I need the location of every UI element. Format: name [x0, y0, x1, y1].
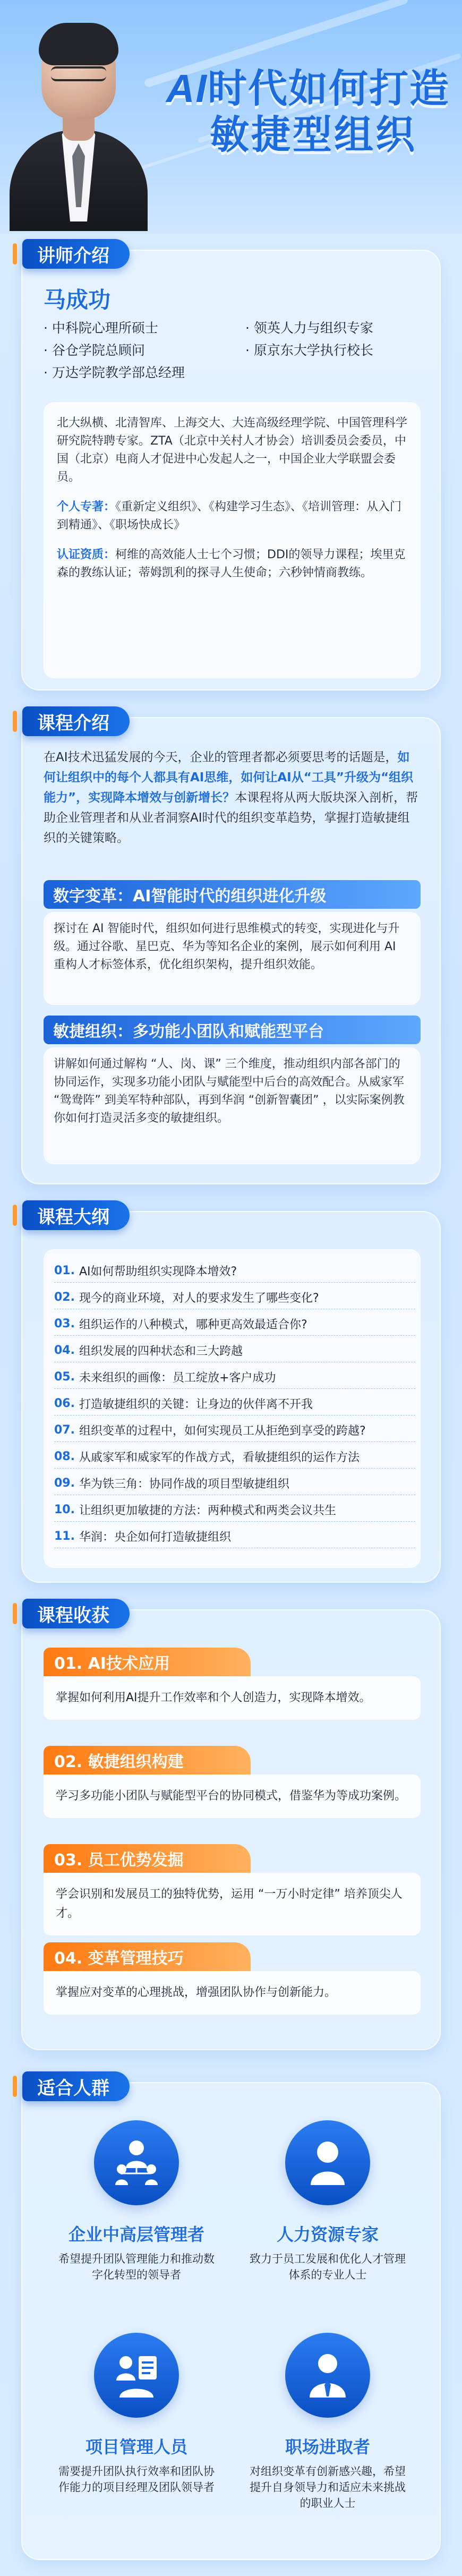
outline-item: 01. AI如何帮助组织实现降本增效?: [54, 1260, 415, 1281]
harvest-tab: 01. AI技术应用: [44, 1648, 251, 1676]
portrait-glasses: [51, 66, 106, 81]
audience-desc: 需要提升团队执行效率和团队协作能力的项目经理及团队领导者: [58, 2465, 215, 2494]
outline-item: 04. 组织发展的四种状态和三大跨越: [54, 1340, 415, 1361]
instructor-section: [21, 245, 441, 690]
harvest-section: [21, 1605, 441, 2050]
title-item: · 领英人力与组织专家: [245, 320, 373, 336]
harvest-item: [44, 1942, 421, 2015]
audience-section: [21, 2077, 441, 2560]
audience-item: [232, 2333, 423, 2511]
outline-item: 11. 华润：央企如何打造敏捷组织: [54, 1525, 415, 1547]
section-tag-instructor: 讲师介绍: [22, 239, 130, 269]
title-item: · 谷仓学院总顾问: [44, 343, 145, 358]
intro-paragraph: 在AI技术迅猛发展的今天，企业的管理者都必须要思考的话题是，如何让组织中的每个人都具有AI思维，如何让AI从“工具”升级为“组织能力”，实现降本增效与创新增长？本课程将从两大版块深入剖析，帮助企业管理者和从业者洞察AI时代的组织变革趋势，掌握打造敏捷组织的关键策略。: [44, 750, 418, 845]
outline-item: 05. 未来组织的画像：员工绽放+客户成功: [54, 1366, 415, 1387]
title-ai: AI: [166, 66, 208, 110]
instructor-name: 马成功: [44, 287, 111, 313]
audience-label: 人力资源专家: [276, 2224, 379, 2245]
audience-label: 职场进取者: [285, 2437, 370, 2457]
harvest-text: 掌握应对变革的心理挑战，增强团队协作与创新能力。: [44, 1971, 421, 2015]
intro-block1-panel: [44, 912, 421, 1005]
outline-item: 03. 组织运作的八种模式，哪种更高效最适合你?: [54, 1313, 415, 1334]
page-title-line2: 敏捷型组织: [210, 112, 417, 158]
audience-item: [232, 2120, 423, 2283]
title-item: · 万达学院教学部总经理: [44, 365, 185, 380]
people-document-icon: [94, 2333, 179, 2418]
section-tag-audience: 适合人群: [22, 2071, 130, 2101]
instructor-bio-panel: [44, 402, 421, 678]
harvest-text: 掌握如何利用AI提升工作效率和个人创造力，实现降本增效。: [44, 1676, 421, 1720]
harvest-tab: 04. 变革管理技巧: [44, 1942, 251, 1971]
hero-banner: [0, 0, 462, 234]
outline-item: 07. 组织变革的过程中，如何实现员工从拒绝到享受的跨越?: [54, 1419, 415, 1440]
audience-desc: 致力于员工发展和优化人才管理体系的专业人士: [250, 2253, 406, 2281]
audience-item: [41, 2333, 232, 2495]
harvest-tab: 03. 员工优势发掘: [44, 1844, 251, 1873]
harvest-tab: 02. 敏捷组织构建: [44, 1746, 251, 1775]
person-tie-icon: [285, 2333, 370, 2418]
outline-item: 06. 打造敏捷组织的关键：让身边的伙伴离不开我: [54, 1393, 415, 1414]
people-network-icon: [94, 2120, 179, 2205]
instructor-portrait: [10, 13, 148, 231]
instructor-bio: 北大纵横、北清智库、上海交大、大连高级经理学院、中国管理科学研究院特聘专家。ZTA（北京中关村人才协会）培训委员会委员，中国（北京）电商人才促进中心发起人之一，中国企业大学联盟会委员。: [57, 416, 408, 484]
intro-block1-text: 探讨在 AI 智能时代，组织如何进行思维模式的转变，实现进化与升级。通过谷歌、星巴克、华为等知名企业的案例，展示如何利用 AI 重构人才标签体系，优化组织架构，提升组织效能。: [54, 922, 400, 971]
outline-section: [21, 1206, 441, 1583]
outline-item: 02. 现今的商业环境，对人的要求发生了哪些变化?: [54, 1286, 415, 1308]
harvest-item: [44, 1648, 421, 1720]
intro-section: [21, 712, 441, 1184]
harvest-text: 学会识别和发展员工的独特优势，运用 “一万小时定律” 培养顶尖人才。: [44, 1873, 421, 1935]
portrait-hair: [39, 23, 118, 65]
outline-item: 10. 让组织更加敏捷的方法：两种模式和两类会议共生: [54, 1499, 415, 1520]
intro-block1-title: 数字变革：AI智能时代的组织进化升级: [44, 880, 421, 909]
section-tag-outline: 课程大纲: [22, 1200, 130, 1230]
intro-block2-text: 讲解如何通过解构 “人、岗、课” 三个维度，推动组织内部各部门的协同运作，实现多功能小团队与赋能型中后台的高效配合。从威家军 “鸳鸯阵” 到美军特种部队，再到华润 “创新智囊团” ，以实际案例教你如何打造灵活多变的敏捷组织。: [54, 1057, 405, 1125]
intro-block2-title: 敏捷组织：多功能小团队和赋能型平台: [44, 1016, 421, 1044]
audience-desc: 希望提升团队管理能力和推动数字化转型的领导者: [58, 2253, 215, 2281]
outline-item: 09. 华为铁三角：协同作战的项目型敏捷组织: [54, 1472, 415, 1494]
harvest-item: [44, 1844, 421, 1935]
audience-desc: 对组织变革有创新感兴趣，希望提升自身领导力和适应未来挑战的职业人士: [250, 2465, 406, 2510]
title-item: · 原京东大学执行校长: [245, 343, 373, 358]
section-tag-intro: 课程介绍: [22, 706, 130, 736]
intro-block2-panel: [44, 1047, 421, 1164]
instructor-titles: [44, 317, 421, 391]
person-icon: [285, 2120, 370, 2205]
audience-label: 项目管理人员: [85, 2437, 187, 2457]
instructor-books: 个人专著：《重新定义组织》、《构建学习生态》、《培训管理：从入门到精通》、《职场快成长》: [57, 500, 402, 532]
harvest-text: 学习多功能小团队与赋能型平台的协同模式，借鉴华为等成功案例。: [44, 1775, 421, 1818]
title-line1-rest: 时代如何打造: [208, 66, 450, 112]
instructor-cert: 认证资质：柯维的高效能人士七个习惯；DDI的领导力课程；埃里克森的教练认证；蒂姆凯利的探寻人生使命；六秒钟情商教练。: [57, 548, 406, 579]
audience-item: [41, 2120, 232, 2283]
section-tag-harvest: 课程收获: [22, 1599, 130, 1628]
harvest-item: [44, 1746, 421, 1818]
title-item: · 中科院心理所硕士: [44, 320, 158, 336]
audience-label: 企业中高层管理者: [68, 2224, 204, 2245]
outline-item: 08. 从戚家军和威家军的作战方式，看敏捷组织的运作方法: [54, 1446, 415, 1467]
